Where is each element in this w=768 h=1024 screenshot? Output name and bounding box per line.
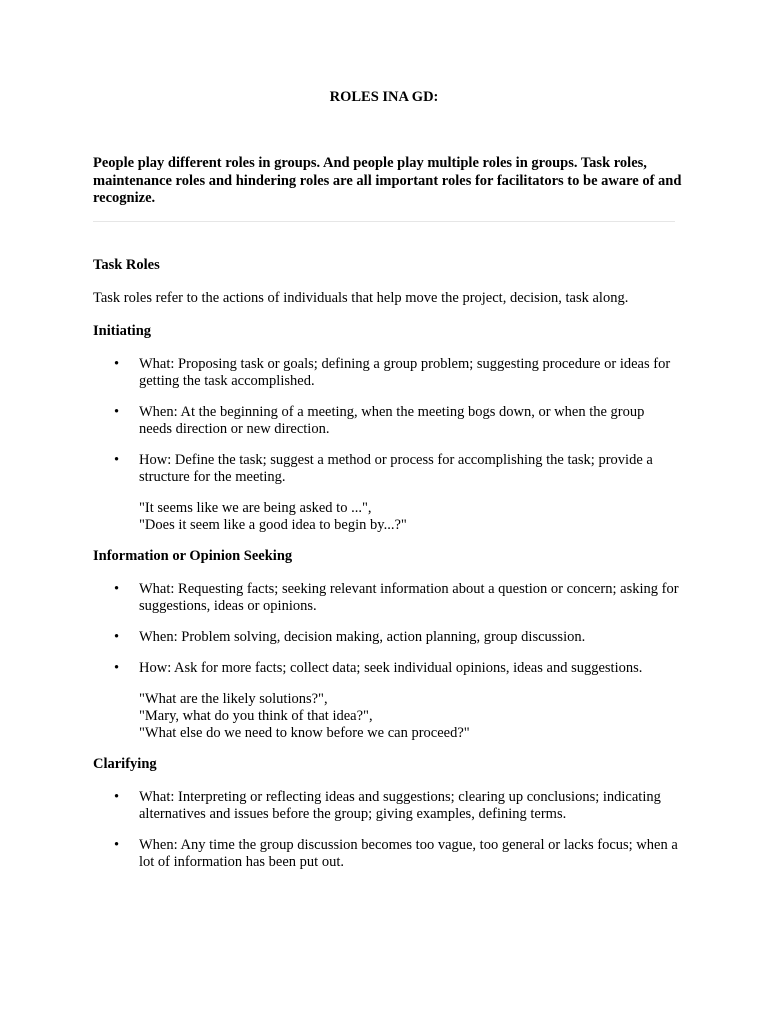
list-item-when [93, 837, 679, 871]
role-group-clarifying [93, 756, 693, 871]
role-heading-initiating: Initiating [93, 323, 152, 339]
horizontal-divider [93, 221, 675, 222]
example-quotes [139, 500, 679, 534]
list-item-text: What: Proposing task or goals; defining a group problem; suggesting procedure or ideas for getting the task accomplished. [139, 356, 671, 389]
bullet-icon: • [114, 404, 120, 420]
list-item-text: What: Interpreting or reflecting ideas and suggestions; clearing up conclusions; indicating alternatives and issues before the group; giving examples, defining terms. [139, 789, 661, 822]
list-item-text: What: Requesting facts; seeking relevant information about a question or concern; asking for suggestions, ideas or opinions. [139, 581, 679, 614]
list-item-text: When: At the beginning of a meeting, when the meeting bogs down, or when the group needs direction or new direction. [139, 404, 645, 437]
list-item-text: How: Define the task; suggest a method or process for accomplishing the task; provide a structure for the meeting. [139, 452, 653, 485]
list-item-text: When: Any time the group discussion becomes too vague, too general or lacks focus; when a lot of information has been put out. [139, 837, 678, 870]
list-item-what [93, 581, 679, 615]
role-heading-clarifying: Clarifying [93, 756, 157, 772]
list-item-what [93, 356, 679, 390]
bullet-icon: • [114, 629, 120, 645]
bullet-icon: • [114, 789, 120, 805]
example-quote: "Does it seem like a good idea to begin by...?" [139, 517, 407, 533]
list-item-how [93, 452, 679, 534]
intro-paragraph: People play different roles in groups. And people play multiple roles in groups. Task roles, maintenance roles and hindering roles are all important roles for facilitators to be aware of and recognize. [93, 155, 682, 206]
role-list-initiating [93, 356, 693, 534]
section-heading-task-roles: Task Roles [93, 257, 160, 273]
bullet-icon: • [114, 837, 120, 853]
example-quote: "What else do we need to know before we can proceed?" [139, 725, 470, 741]
section-description: Task roles refer to the actions of individuals that help move the project, decision, task along. [93, 290, 629, 306]
example-quote: "What are the likely solutions?", [139, 691, 328, 707]
role-heading-information-seeking: Information or Opinion Seeking [93, 548, 293, 564]
list-item-text: When: Problem solving, decision making, action planning, group discussion. [139, 629, 586, 645]
role-group-information-seeking [93, 548, 693, 742]
bullet-icon: • [114, 452, 120, 468]
role-list-information-seeking [93, 581, 693, 742]
role-list-clarifying [93, 789, 693, 871]
list-item-how [93, 660, 679, 742]
bullet-icon: • [114, 660, 120, 676]
example-quote: "Mary, what do you think of that idea?", [139, 708, 373, 724]
role-group-initiating [93, 323, 693, 534]
bullet-icon: • [114, 581, 120, 597]
example-quote: "It seems like we are being asked to ...", [139, 500, 372, 516]
bullet-icon: • [114, 356, 120, 372]
list-item-when [93, 404, 679, 438]
list-item-what [93, 789, 679, 823]
document-body [93, 257, 693, 885]
list-item-text: How: Ask for more facts; collect data; seek individual opinions, ideas and suggestions. [139, 660, 643, 676]
example-quotes [139, 691, 679, 742]
list-item-when [93, 629, 679, 646]
document-title: ROLES INA GD: [329, 89, 439, 105]
